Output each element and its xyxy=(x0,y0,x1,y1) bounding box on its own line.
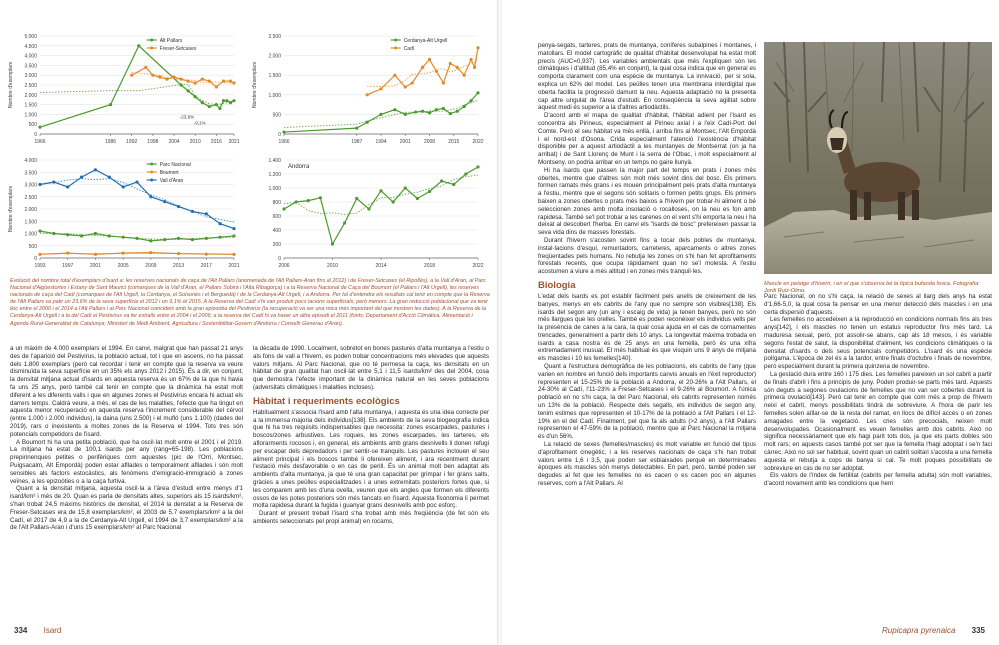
data-point xyxy=(366,93,369,96)
data-point xyxy=(208,105,211,108)
y-tick-label: 2.500 xyxy=(268,34,281,40)
y-tick-label: 600 xyxy=(272,214,281,220)
data-point xyxy=(149,251,152,254)
data-point xyxy=(428,111,431,114)
y-tick-label: 2.500 xyxy=(24,194,37,201)
x-tick-label: 2005 xyxy=(117,263,129,269)
y-tick-label: 1.500 xyxy=(24,219,37,226)
data-point xyxy=(393,74,396,77)
data-point xyxy=(404,85,407,88)
data-point xyxy=(94,232,97,235)
chart-title: Andorra xyxy=(288,164,310,170)
data-point xyxy=(449,112,452,115)
legend-label: Vall d'Aran xyxy=(159,178,184,184)
data-point xyxy=(179,78,182,81)
x-tick-label: 2014 xyxy=(375,263,387,269)
x-tick-label: 2021 xyxy=(228,263,240,269)
data-point xyxy=(473,66,476,69)
y-tick-label: 1.000 xyxy=(24,231,37,238)
data-point xyxy=(229,79,232,82)
x-tick-label: 1997 xyxy=(62,263,74,269)
data-point xyxy=(108,234,111,237)
data-point xyxy=(229,101,232,104)
data-point xyxy=(476,46,479,49)
data-point xyxy=(135,180,138,183)
legend-label: Freser-Setcases xyxy=(159,46,197,52)
data-point xyxy=(80,234,83,237)
data-point xyxy=(222,99,225,102)
chart-alt-pallars-freser xyxy=(6,28,242,150)
data-point xyxy=(319,196,322,199)
data-point xyxy=(66,252,69,255)
data-point xyxy=(435,108,438,111)
x-tick-label: 2001 xyxy=(399,139,411,145)
paragraph: Durant el present treball l'isard s'ha trobat amb més freqüència (de fet són els ambients seleccionats pel propi animal) en rocams, xyxy=(253,510,489,525)
data-point xyxy=(392,200,395,203)
paragraph: La relació de sexes (femelles/mascles) és molt variable en funció del tipus d'aprofitament cinegètic, i a les reserves nacionals de caça s'hi han trobat valors entre 1,6 i 3,5, que poden ser esbiaixades perquè en determinades èpoques els mascles són menys detectables. En part, però, també poden ser degudes al fet que les femelles no es cacen o es cacen poc en algunes reserves, com a l'Alt Pallars. Al xyxy=(538,441,756,488)
data-point xyxy=(38,126,41,129)
data-point xyxy=(367,207,370,210)
paragraph: Els valors de l'índex de fertilitat (cabrits per femella adulta) són molt variables, d'acord novament amb les condicions que hem xyxy=(764,472,992,488)
data-point xyxy=(440,179,443,182)
data-point xyxy=(122,252,125,255)
data-point xyxy=(201,78,204,81)
x-tick-label: 2006 xyxy=(278,263,290,269)
legend-marker xyxy=(150,39,153,42)
y-tick-label: 1.000 xyxy=(24,112,37,119)
x-tick-label: 2010 xyxy=(189,139,201,145)
y-tick-label: 1.000 xyxy=(268,92,281,99)
data-point xyxy=(442,107,445,110)
data-point xyxy=(428,190,431,193)
y-tick-label: 3.000 xyxy=(24,182,37,189)
y-tick-label: 3.500 xyxy=(24,63,37,70)
data-point xyxy=(177,252,180,255)
chart-svg xyxy=(250,28,486,150)
y-tick-label: 2.000 xyxy=(268,53,281,60)
running-title: Isard xyxy=(43,626,62,635)
x-tick-label: 2021 xyxy=(228,139,240,145)
x-tick-label: 1992 xyxy=(126,139,138,145)
data-point xyxy=(232,81,235,84)
data-point xyxy=(421,110,424,113)
data-point xyxy=(218,107,221,110)
x-tick-label: 1986 xyxy=(104,139,117,145)
y-tick-label: 0 xyxy=(278,256,281,262)
data-point xyxy=(232,253,235,256)
x-tick-label: 2015 xyxy=(448,139,460,145)
chart-annotation: -9,1% xyxy=(193,120,206,126)
x-tick-label: 2001 xyxy=(89,263,101,269)
data-point xyxy=(191,210,194,213)
data-point xyxy=(379,87,382,90)
y-tick-label: 3.500 xyxy=(24,170,37,177)
data-point xyxy=(404,113,407,116)
y-tick-label: 500 xyxy=(28,122,37,129)
running-title: Rupicapra pyrenaica xyxy=(882,626,956,635)
legend-label: Parc Nacional xyxy=(159,162,191,168)
y-tick-label: 500 xyxy=(28,243,37,250)
data-point xyxy=(52,180,55,183)
data-point xyxy=(208,79,211,82)
paragraph: La gestació dura entre 160 i 175 dies. Les femelles pareixen un sol cabrit a partir de finals d'abril i fins a principis de juny. Poden produir-se parts més tard. Aquests són deguts a segones ovulacions de femelles que no van ser cobertes durant la primera ovulació[143]. Però cal tenir en compte que com més a prop de l'hivern neixi el cabrit, menys possibilitats tindrà de sobreviure. A l'hora de parir les femelles solen aïllar-se de la resta del ramat, en llocs de difícil accés o en zones amagades entre la vegetació. Les cries són precocials, neixen molt desenvolupades. Ocasionalment es veuen femelles amb dos cabrits. Això no significa necessàriament que els hagi parit tots dos, ja que els parts dobles són molt rars; en aquests casos també pot ser que la femella l'hagi adoptat i se'n faci càrrec. Això no sol ser habitual, sovint quan un cabrit solitari s'acosta a una femella aquesta el rebutja a cops de banya si cal. Te molt poques possibilitats de sobreviure en cas de no ser adoptat. xyxy=(764,370,992,472)
y-tick-label: 800 xyxy=(272,200,281,206)
data-point xyxy=(38,183,41,186)
data-point xyxy=(295,200,298,203)
data-point xyxy=(452,183,455,186)
figure-caption: Evolució del nombre total d'exemplars d'isard a: les reserves nacionals de caça de l'Alt Pallars (anomenada de l'Alt Pallars-Aran fins al 2012) i de Freser-Setcases (el Ripollès), a la Vall d'Aran, al Parc Nacional d'Aigüestortes i Estany de Sant Maurici (comarques de la Vall d'Aran, el Pallars Sobirà i l'Alta Ribagorça) i a la Reserva Nacional de Caça del Boumort (el Pallars i l'Alt Urgell), les reserves nacionals de caça del Cadí (comarques de l'Alt Urgell, la Cerdanya, el Solsonès i el Berguedà) i de la Cerdanya-Alt Urgell, i a Andorra. Per tal d'entendre els resultats cal tenir en compte que la Reserva de l'Alt Pallars va patir un 23,6% de la seva superfície el 2012 i un 9,1% el 2015. A la Reserva del Cadí s'hi van produir pocs lacions superficials, però menors. La gran reducció poblacional que va tenir lloc entre el 2000 i el 2014 a l'Alt Pallars i al Parc Nacional coincideix amb la gran epizoòtia del Pestivirus (la recuperació va ser una mica més important del que mostren les dades). A la Reserva de la Cerdanya-Alt Urgell i a la del Cadí el Pestivirus va fer estralls entre el 2004 i el 2006; a la reserva del Cadí hi va haver un altre episodi el 2011 (fonts: Departament d'Acció Climàtica, Alimentació i Agenda Rural-Generalitat de Catalunya; Ministeri de Medi Ambient, Agricultura i Sostenibilitat-Govern d'Andorra i Conselh Generau d'Aran). xyxy=(10,278,490,327)
paragraph: a un màxim de 4.000 exemplars el 1994. En canvi, malgrat que han passat 21 anys des de l'aparició del Pestivirus, la població actual, tot i que en ascens, no ha passat dels 1.800 exemplars (però cal recordar i tenir en compte que la reserva va veure disminuïda la seva superfície en un 35% els anys 2012 i 2015). És a dir, en conjunt, la densitat mitjana actual d'isards en aquesta reserva és un 67% de la que hi havia fa uns 25 anys, però també cal tenir en compte que la dinàmica ha estat molt diferent a les diferents valls i que en algunes zones el Pestivirus encara hi actuat els darrers temps. Caldrà veure, a més, el cas de les malalties, l'efecte que ha tingut en aquesta menor recuperació en aquesta reserva l'increment considerable del cérvol (entre 1.000 i 2.000 individus), la daina (uns 2.500) i el mufló (uns 1.100) (dades del 2019), rars o inexistents a moltes zones de la Reserva el 1994. Tots tres són potencials competidors de l'isard. xyxy=(10,345,243,438)
data-point xyxy=(222,79,225,82)
data-point xyxy=(94,253,97,256)
data-point xyxy=(282,130,285,133)
data-point xyxy=(404,186,407,189)
data-point xyxy=(201,101,204,104)
data-point xyxy=(307,199,310,202)
paragraph: Durant l'hivern s'acosten sovint fins a tocar dels pobles de muntanya, instal·lacions d'esquí, remuntadors, carreteres, aparcaments o altres zones freqüentades pels humans. No rebutja les zones on s'hi han fet aprofitaments forestals recents, que ocupa ràpidament quan no se'l molesta. A l'estiu acostumen a viure a més altitud i en zones més tranquil·les. xyxy=(538,236,756,276)
y-tick-label: 4.500 xyxy=(24,43,37,50)
data-point xyxy=(215,85,218,88)
data-point xyxy=(163,200,166,203)
data-point xyxy=(38,253,41,256)
legend-label: Cerdanya-Alt Urgell xyxy=(403,38,448,44)
legend-label: Boumort xyxy=(159,170,179,176)
chart-annotation: -23,6% xyxy=(179,114,195,120)
legend-label: Alt Pallars xyxy=(159,38,183,44)
y-tick-label: 1.400 xyxy=(268,158,281,164)
series-line xyxy=(284,167,478,244)
series-line xyxy=(40,46,234,127)
data-point xyxy=(172,76,175,79)
data-point xyxy=(205,212,208,215)
y-tick-label: 2.500 xyxy=(24,83,37,89)
series-line xyxy=(284,93,478,132)
data-point xyxy=(232,99,235,102)
series-trend xyxy=(40,179,234,222)
y-tick-label: 4.000 xyxy=(24,53,37,60)
data-point xyxy=(463,74,466,77)
page-number: 334 xyxy=(14,626,28,635)
chart-cerdanya-cadi xyxy=(250,28,486,150)
paragraph: Quant a la densitat mitjana, aquesta oscil·la a l'àrea d'estudi entre menys d'1 isard/km² i més de 20. Quan es parla de densitats altes, superiors als 15 isards/km², s'han trobat 24,5 màxims històrics de densitat, el 2014 la densitat a la Reserva de Freser-Setcases era de 15,8 exemplars/km², el 2003 de 5,7 exemplars/km² a la del Cadí, el 2017 de 4,9 a la de Cerdanya-Alt Urgell, el 1994 de 3,7 exemplars/km² a la de l'Alt Pallars-Aran i d'uns 15 exemplars/km² al Parc Nacional xyxy=(10,485,243,532)
data-point xyxy=(205,237,208,240)
paragraph: A Boumort hi ha una petita població, que ha oscil·lat molt entre el 2001 i el 2019. La mitjana ha estat de 100,1 isards per any (rang=65-198). Les poblacions prepirinenques petites o perifèriques com aquestes (pic de l'Orri, Montsec, Puigsacalm, Alt Empordà) poden estar afllades o temporalment afllades i són molt sensibles als factors estocàstics, als fenòmens d'emigració-immigració a zones veïnes, a les epizoòties o a la caça furtiva. xyxy=(10,438,243,485)
legend-marker xyxy=(394,47,397,50)
data-point xyxy=(165,78,168,81)
data-point xyxy=(379,189,382,192)
right-footer xyxy=(882,626,985,635)
x-tick-label: 1993 xyxy=(34,263,46,269)
data-point xyxy=(122,236,125,239)
data-point xyxy=(205,252,208,255)
right-column-1 xyxy=(538,42,756,488)
x-tick-label: 2022 xyxy=(472,139,484,145)
data-point xyxy=(411,81,414,84)
y-axis-label: Nombre d'exemplars xyxy=(252,62,258,108)
data-point xyxy=(219,222,222,225)
data-point xyxy=(343,221,346,224)
data-point xyxy=(151,74,154,77)
right-page xyxy=(502,0,999,645)
photo-caption: Mascle en pelatge d'hivern, i en el que s'observa bé la típica bufanda fosca. Fotografia: Jordi Ruiz-Olmo. xyxy=(764,281,980,295)
data-point xyxy=(463,105,466,108)
data-point xyxy=(109,103,112,106)
left-footer xyxy=(14,626,61,635)
data-point xyxy=(177,205,180,208)
left-column-2 xyxy=(253,345,489,526)
y-axis-label: Nombre d'exemplars xyxy=(8,62,14,108)
data-point xyxy=(187,79,190,82)
data-point xyxy=(421,66,424,69)
paragraph: Habitualment s'associa l'isard amb l'alta muntanya, i aquesta és una idea correcte per a la immensa majoria dels individus[138]. Els ambients de la seva biogeografia indica que hi ha tres requisits indispensables que necessita: zones escarpades, pastures i boscos/zones arbustives. Les roques, les zones escarpades, les tarteres, els aflorarments rocosos i, en general, els ambients amb grans desnivells li donen refugi per escapar dels depredadors i per sentir-se tranquils. Les pastures inclouen el seu aliment principal i els boscos també li ofereixen aliment, i ara recentment durant l'estació més desfavorable o en cas de perill. És un animal molt ben adaptat als ambients d'alta muntanya, ja que té una gran capacitat per grimpar i fer grans salts, gràcies a unes peülles especialitzades i a unes extremitats posteriors fortes que, si les comparem amb les d'una ovella, veuren que els angles que formen els diferents ossos de les potes posteriors són més tancats en l'isard. Aquesta fisonomia li permet molta rapidesa durant la fugida i guanyar grans desnivells amb poc esforç. xyxy=(253,408,489,510)
paragraph: Quant a l'estructura demogràfica de les poblacions, els cabrits de l'any (que varien en nombre en funció dels importants canvis anuals en l'èxit reproductor) representen el 15-25% de la població a Andorra, el 20-26% a l'Alt Pallars, el 24-30% al Cadí, l'11-23% a Freser-Setcases i el 9-26% al Boumort. A l'única població en no s'hi caça, la del Parc Nacional, els cabrits representen només un 13% de la població. Respecte dels segalls, els individus de segon any, tenim estimes que representen el 10-17% de la població a l'Alt Pallars i el 12-19% en el del Cadí. Finalment, pel que fa als adults (>2 anys), a l'Alt Pallars representen el 47-59% de la població, mentre que al Parc Nacional la mitjana és d'un 56%. xyxy=(538,363,756,441)
data-point xyxy=(355,127,358,130)
data-point xyxy=(194,81,197,84)
y-tick-label: 1.500 xyxy=(268,73,281,80)
data-point xyxy=(331,242,334,245)
y-tick-label: 1.000 xyxy=(268,186,281,192)
left-page xyxy=(0,0,497,645)
series-trend xyxy=(40,84,234,104)
series-trend xyxy=(284,175,478,214)
x-tick-label: 2017 xyxy=(200,263,212,269)
data-point xyxy=(66,185,69,188)
data-point xyxy=(456,110,459,113)
x-tick-label: 2022 xyxy=(472,263,484,269)
data-point xyxy=(187,89,190,92)
series-line xyxy=(40,170,234,229)
data-point xyxy=(442,81,445,84)
y-tick-label: 4.000 xyxy=(24,158,37,164)
data-point xyxy=(232,234,235,237)
y-tick-label: 2.000 xyxy=(24,207,37,213)
data-point xyxy=(108,176,111,179)
right-column-2 xyxy=(764,293,992,488)
legend-marker xyxy=(150,47,153,50)
x-tick-label: 1998 xyxy=(147,139,159,145)
y-tick-label: 1.200 xyxy=(268,172,281,178)
data-point xyxy=(215,103,218,106)
x-tick-label: 1987 xyxy=(351,139,363,145)
paragraph: Hi ha isards que passen la major part del temps en prats i zones més obertes, mentre que d'altres són molt més sovint dins del bosc. Els primers formen ramats més grans i es mouen principalment pels prats d'alta muntanya a l'estiu, mentre que el segons són solitaris o formen petits grups. Els primers baixen a zones obertes o prats més baixos a l'hivern per trobar-hi aliment o bé seleccionen zones amb molta insolació o rocalloses, on la neu es fon amb rapidesa. També se'l pot trobar a les carenes on el vent s'hi emporta la neu i ha deixat al descobert l'herba. En canvi els "isards de bosc" prefereixen passar la seva vida dins de masses forestals. xyxy=(538,166,756,237)
legend-marker xyxy=(150,179,153,182)
data-point xyxy=(456,66,459,69)
chart-svg xyxy=(250,152,486,274)
data-point xyxy=(464,172,467,175)
series-line xyxy=(367,48,478,95)
chamois-photo xyxy=(764,42,992,274)
data-point xyxy=(476,91,479,94)
chart-parc-boumort-aran xyxy=(6,152,242,274)
data-point xyxy=(66,233,69,236)
data-point xyxy=(469,99,472,102)
y-tick-label: 400 xyxy=(272,228,281,234)
paragraph: la dècada de 1990. Localment, sobretot en bones pastures d'alta muntanya a l'estiu o als fons de vall a l'hivern, es poden trobar concentracions més elevades que aquests valors mitjans. Al Parc Nacional, que no té permesa la caça, les densitats en un hàbitat de gran qualitat han oscil·lat entre 5,1 i 11,5 isards/km² des del 2004, cosa que demostra l'efecte important de la dinàmica natural en les seves poblacions (adversitats climàtiques i malalties incloses). xyxy=(253,345,489,391)
data-point xyxy=(416,197,419,200)
data-point xyxy=(393,108,396,111)
data-point xyxy=(282,207,285,210)
section-heading-habitat: Hàbitat i requeriments ecològics xyxy=(253,395,400,407)
data-point xyxy=(80,176,83,179)
chart-svg xyxy=(6,28,242,150)
data-point xyxy=(149,239,152,242)
data-point xyxy=(469,58,472,61)
y-tick-label: 500 xyxy=(272,112,281,119)
data-point xyxy=(149,195,152,198)
x-tick-label: 1994 xyxy=(375,139,387,145)
left-column-1 xyxy=(10,345,243,532)
data-point xyxy=(135,237,138,240)
paragraph: penya-segats, tarteres, prats de muntanya, coníferes subalpines i montanes, i matollars. El model cartogràfic de qualitat d'hàbitat desenvolupat ha estat molt precís (AUC=0,937). Les variables ambientals que més l'expliquen són les climàtiques i d'altitud (85,4% en conjunt), la qual cosa indica que en general es comporta clarament com una espècie de muntanya. La innivació, per si sola, explica un 62% del model. Les peülles tenen una membrana interdigital que oberta facilita la progressió damunt la neu. Aquesta adaptació no la presenta cap altre ungulat de l'àrea d'estudi. En conseqüència la seva agilitat sobre aquest medi és superior a la d'altres artiodàctils. xyxy=(538,42,756,112)
data-point xyxy=(219,236,222,239)
paragraph: Parc Nacional, on no s'hi caça, la relació de sexes al llarg dels anys ha estat d'1,66-5,0, la qual cosa fa pensar en una menor detecció dels mascles i en una certa dispersió d'aquests. xyxy=(764,293,992,316)
data-point xyxy=(191,238,194,241)
data-point xyxy=(435,70,438,73)
paragraph: L'edat dels isards es pot establir fàcilment pels anells de creixement de les banyes, menys en els cabrits de l'any que no sempre són visibles[138]. Els isards del segon any (un any i escaig de vida) ja tenen banyes, però no són més llargues que les orelles. També es poden reconèixer els individus vells per la presència de canes a la cara, la qual cosa ajuda en el cas de cornamentes trencades, generalment a partir dels 10 anys. La longevitat màxima trobada en isards a casa nostra és de 25 anys en una femella, però és una xifra extremadament inusual. El més habitual és que visquin uns 9 anys de mitjana els mascles i 10 les femelles[140]. xyxy=(538,292,756,363)
data-point xyxy=(158,76,161,79)
legend-marker xyxy=(150,163,153,166)
data-point xyxy=(379,113,382,116)
legend-marker xyxy=(150,171,153,174)
y-tick-label: 0 xyxy=(34,256,37,262)
data-point xyxy=(163,238,166,241)
data-point xyxy=(225,99,228,102)
data-point xyxy=(428,58,431,61)
data-point xyxy=(355,197,358,200)
data-point xyxy=(414,110,417,113)
chart-svg xyxy=(6,152,242,274)
paragraph: Les femelles no accedeixen a la reproducció en condicions normals fins als tres anys[142], i els mascles no tenen un estatus reproductor fins més tard. La maduresa sexual, però, pot assolir-se abans, cap als 18 mesos, i és variable segons l'estat de salut, la disponibilitat d'aliment, les condicions climàtiques o la densitat d'isards o dels seus potencials competidors. L'isard és una espècie polígama. L'època de zel és a la tardor, entre finals d'octubre i finals de novembre, però especialment durant la primera quinzena de novembre. xyxy=(764,316,992,371)
data-point xyxy=(366,121,369,124)
data-point xyxy=(130,74,133,77)
section-heading-biologia: Biologia xyxy=(538,279,576,291)
legend-marker xyxy=(394,39,397,42)
x-tick-label: 2013 xyxy=(173,263,185,269)
y-axis-label: Nombre d'exemplars xyxy=(8,186,14,232)
data-point xyxy=(449,62,452,65)
legend-label: Cadí xyxy=(403,46,415,52)
x-tick-label: 2009 xyxy=(145,263,157,269)
y-tick-label: 1.500 xyxy=(24,102,37,109)
data-point xyxy=(52,232,55,235)
data-point xyxy=(122,185,125,188)
data-point xyxy=(137,44,140,47)
data-point xyxy=(232,227,235,230)
x-tick-label: 1966 xyxy=(34,139,46,145)
chart-andorra xyxy=(250,152,486,274)
y-tick-label: 200 xyxy=(272,242,281,248)
data-point xyxy=(476,165,479,168)
data-point xyxy=(144,66,147,69)
page-number: 335 xyxy=(971,626,985,635)
series-trend xyxy=(132,73,234,83)
x-tick-label: 2018 xyxy=(423,263,436,269)
y-tick-label: 3.000 xyxy=(24,73,37,80)
data-point xyxy=(38,229,41,232)
data-point xyxy=(194,95,197,98)
y-tick-label: 0 xyxy=(278,132,281,138)
x-tick-label: 1966 xyxy=(278,139,290,145)
data-point xyxy=(177,237,180,240)
data-point xyxy=(94,168,97,171)
x-tick-label: 2008 xyxy=(423,139,436,145)
y-tick-label: 0 xyxy=(34,132,37,138)
x-tick-label: 2016 xyxy=(210,139,222,145)
x-tick-label: 2004 xyxy=(168,139,180,145)
y-tick-label: 2.000 xyxy=(24,92,37,99)
paragraph: D'acord amb el mapa de qualitat d'hàbitat, l'hàbitat adient per l'isard es concentra als Pirineus, especialment al Pirineu axial i a l'eix Cadí-Port del Comte. Però el seu hàbitat va més enllà, i arriba fins al Montsec, l'Alt Empordà i el nord-est d'Osona. Crida especialment l'atenció l'existència d'hàbitat disponible per a aquest artiodàctil a les muntanyes de Montserrat (on ja ha arribat) i de Sant Llorenç de Munt i la serra de l'Obac, i molt especialment al Montseny, on podria arribar en un temps no gaire llunyà. xyxy=(538,112,756,166)
series-line xyxy=(132,67,234,87)
x-tick-label: 2010 xyxy=(326,263,339,269)
y-tick-label: 5.000 xyxy=(24,34,37,40)
data-point xyxy=(179,83,182,86)
